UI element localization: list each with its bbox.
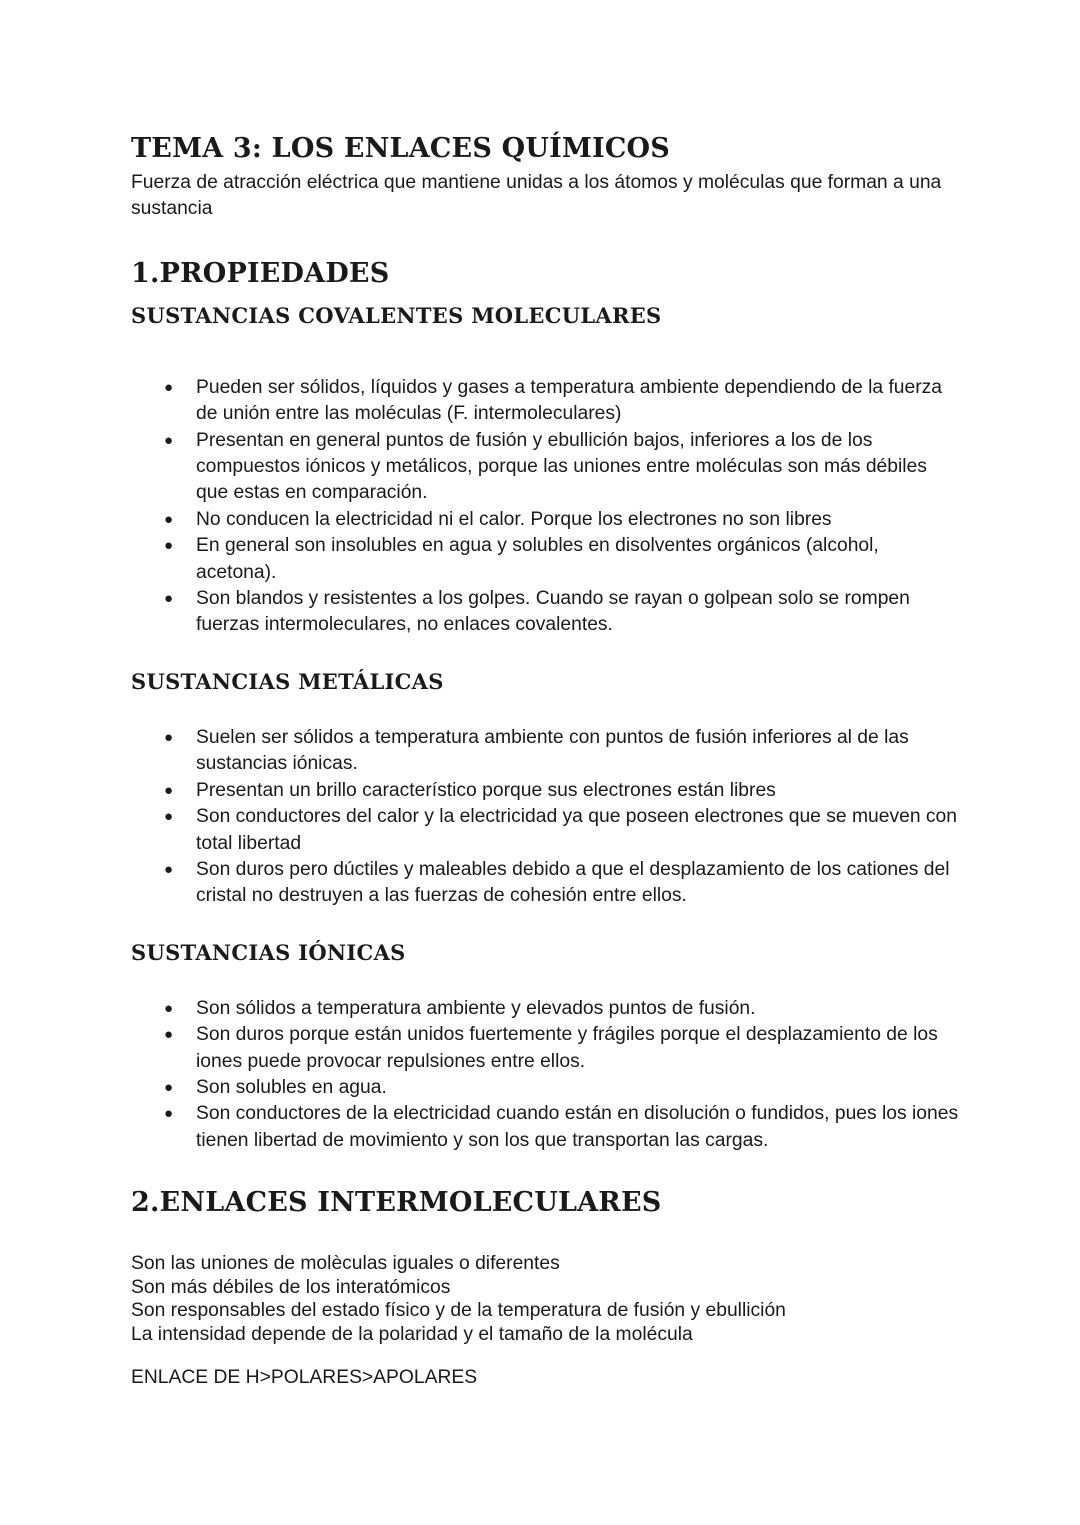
section2-body	[131, 1252, 961, 1390]
list-item: ● Son solubles en agua.	[131, 1075, 961, 1101]
list-item: ● Presentan un brillo característico porque sus electrones están libres	[131, 778, 961, 804]
text-line: Son responsables del estado físico y de la temperatura de fusión y ebullición	[131, 1300, 786, 1322]
intro-paragraph: Fuerza de atracción eléctrica que mantiene unidas a los átomos y moléculas que forman a una sustancia	[131, 172, 942, 220]
covalentes-heading: SUSTANCIAS COVALENTES MOLECULARES	[131, 302, 662, 328]
list-item: ● Son duros pero dúctiles y maleables debido a que el desplazamiento de los cationes del cristal no destruyen a las fuerzas de cohesión entre ellos.	[131, 857, 961, 910]
bond-order-line: ENLACE DE H>POLARES>APOLARES	[131, 1367, 478, 1389]
list-item: ● Son sólidos a temperatura ambiente y elevados puntos de fusión.	[131, 996, 961, 1022]
list-item: ● Son conductores de la electricidad cuando están en disolución o fundidos, pues los iones tienen libertad de movimiento y son los que transportan las cargas.	[131, 1101, 961, 1154]
page-title: TEMA 3: LOS ENLACES QUÍMICOS	[131, 133, 670, 164]
list-item: ● No conducen la electricidad ni el calor. Porque los electrones no son libres	[131, 507, 961, 533]
ionicas-list	[131, 996, 961, 1154]
document-page	[131, 130, 961, 1390]
metalicas-list	[131, 725, 961, 910]
list-item: ● En general son insolubles en agua y solubles en disolventes orgánicos (alcohol, acetona).	[131, 533, 961, 586]
section1-heading: 1.PROPIEDADES	[131, 257, 390, 289]
list-item: ● Son duros porque están unidos fuertemente y frágiles porque el desplazamiento de los iones puede provocar repulsiones entre ellos.	[131, 1022, 961, 1075]
list-item: ● Pueden ser sólidos, líquidos y gases a temperatura ambiente dependiendo de la fuerza de unión entre las moléculas (F. intermoleculares)	[131, 375, 961, 428]
ionicas-heading: SUSTANCIAS IÓNICAS	[131, 939, 406, 965]
list-item: ● Suelen ser sólidos a temperatura ambiente con puntos de fusión inferiores al de las sustancias iónicas.	[131, 725, 961, 778]
covalentes-list	[131, 375, 961, 639]
text-line: La intensidad depende de la polaridad y el tamaño de la molécula	[131, 1323, 693, 1345]
list-item: ● Son conductores del calor y la electricidad ya que poseen electrones que se mueven con total libertad	[131, 804, 961, 857]
list-item: ● Son blandos y resistentes a los golpes. Cuando se rayan o golpean solo se rompen fuerzas intermoleculares, no enlaces covalentes.	[131, 586, 961, 639]
text-line: Son las uniones de molèculas iguales o diferentes	[131, 1253, 560, 1275]
metalicas-heading: SUSTANCIAS METÁLICAS	[131, 668, 444, 694]
list-item: ● Presentan en general puntos de fusión y ebullición bajos, inferiores a los de los compuestos iónicos y metálicos, porque las uniones entre moléculas son más débiles que estas en comparación.	[131, 428, 961, 507]
section2-heading: 2.ENLACES INTERMOLECULARES	[131, 1187, 662, 1219]
text-line: Son más débiles de los interatómicos	[131, 1276, 451, 1298]
